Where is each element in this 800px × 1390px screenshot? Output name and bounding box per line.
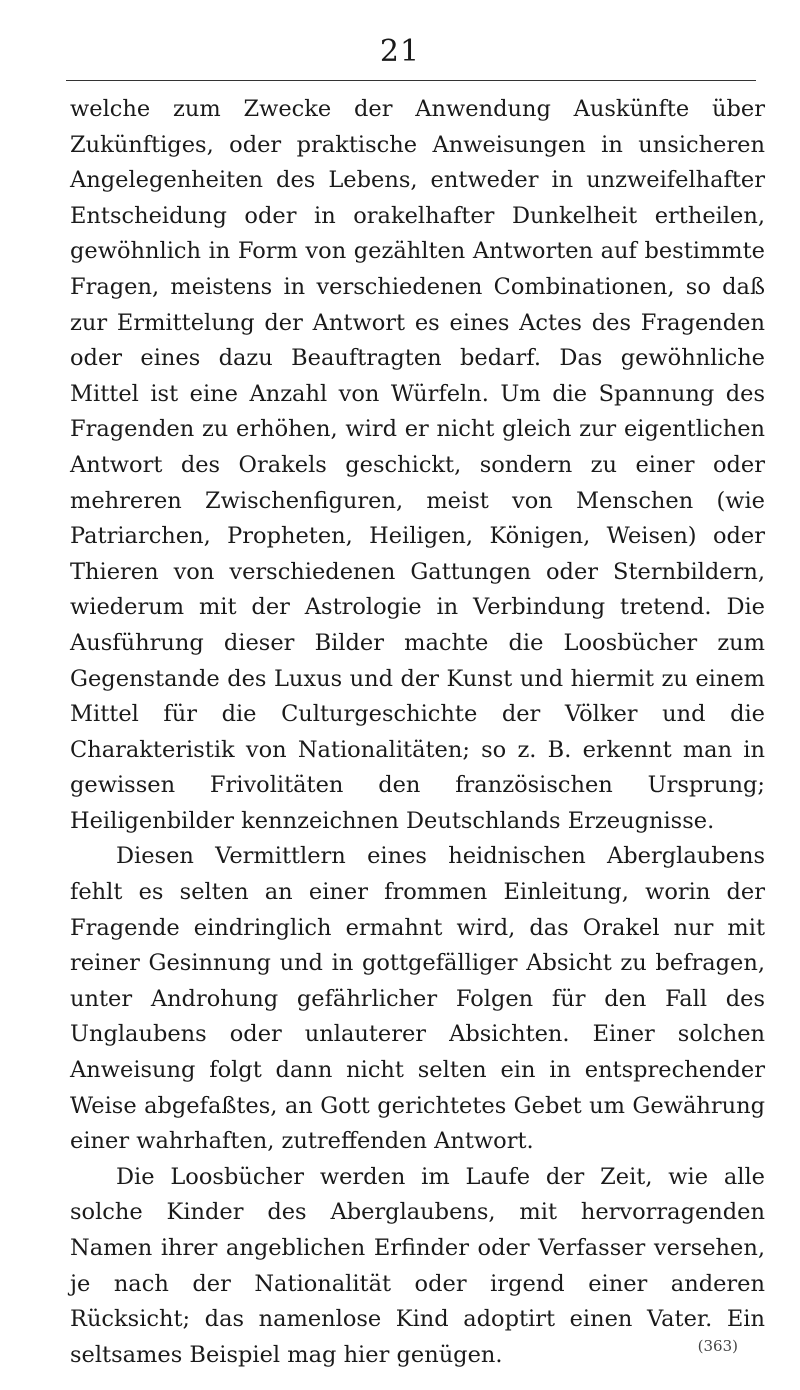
printer-signature: (363) [697,1337,738,1355]
page-number: 21 [379,34,421,69]
body-text [70,92,765,1373]
paragraph: Die Loosbücher werden im Laufe der Zeit, wie alle solche Kinder des Aberglaubens, mit hervorragenden Namen ihrer angeblichen Erfinder oder Verfasser versehen, je nach der Nationalität oder irgend einer anderen Rücksicht; das namenlose Kind adoptirt einen Vater. Ein seltsames Beispiel mag hier genügen. [70,1163,765,1368]
header-rule [66,80,756,81]
paragraph: Diesen Vermittlern eines heidnischen Aberglaubens fehlt es selten an einer frommen Einleitung, worin der Fragende eindringlich ermahnt wird, das Orakel nur mit reiner Gesinnung und in gottgefälliger Absicht zu befragen, unter Androhung gefährlicher Folgen für den Fall des Unglaubens oder unlauterer Absichten. Einer solchen Anweisung folgt dann nicht selten ein in entsprechender Weise abgefaßtes, an Gott gerichtetes Gebet um Gewährung einer wahrhaften, zutreffenden Antwort. [70,843,765,1155]
paragraph: welche zum Zwecke der Anwendung Auskünfte über Zukünftiges, oder praktische Anweisungen in unsicheren Angelegenheiten des Lebens, entweder in unzweifelhafter Entscheidung oder in orakelhafter Dunkelheit ertheilen, gewöhnlich in Form von gezählten Antworten auf bestimmte Fragen, meistens in verschiedenen Combinationen, so daß zur Ermittelung der Antwort es eines Actes des Fragenden oder eines dazu Beauftragten bedarf. Das gewöhnliche Mittel ist eine Anzahl von Würfeln. Um die Spannung des Fragenden zu erhöhen, wird er nicht gleich zur eigentlichen Antwort des Orakels geschickt, sondern zu einer oder mehreren Zwischenfiguren, meist von Menschen (wie Patriarchen, Propheten, Heiligen, Königen, Weisen) oder Thieren von verschiedenen Gattungen oder Sternbildern, wiederum mit der Astrologie in Verbindung tretend. Die Ausführung dieser Bilder machte die Loosbücher zum Gegenstande des Luxus und der Kunst und hiermit zu einem Mittel für die Culturgeschichte der Völker und die Charakteristik von Nationalitäten; so z. B. erkennt man in gewissen Frivolitäten den französischen Ursprung; Heiligenbilder kennzeichnen Deutschlands Erzeugnisse. [70,96,765,834]
